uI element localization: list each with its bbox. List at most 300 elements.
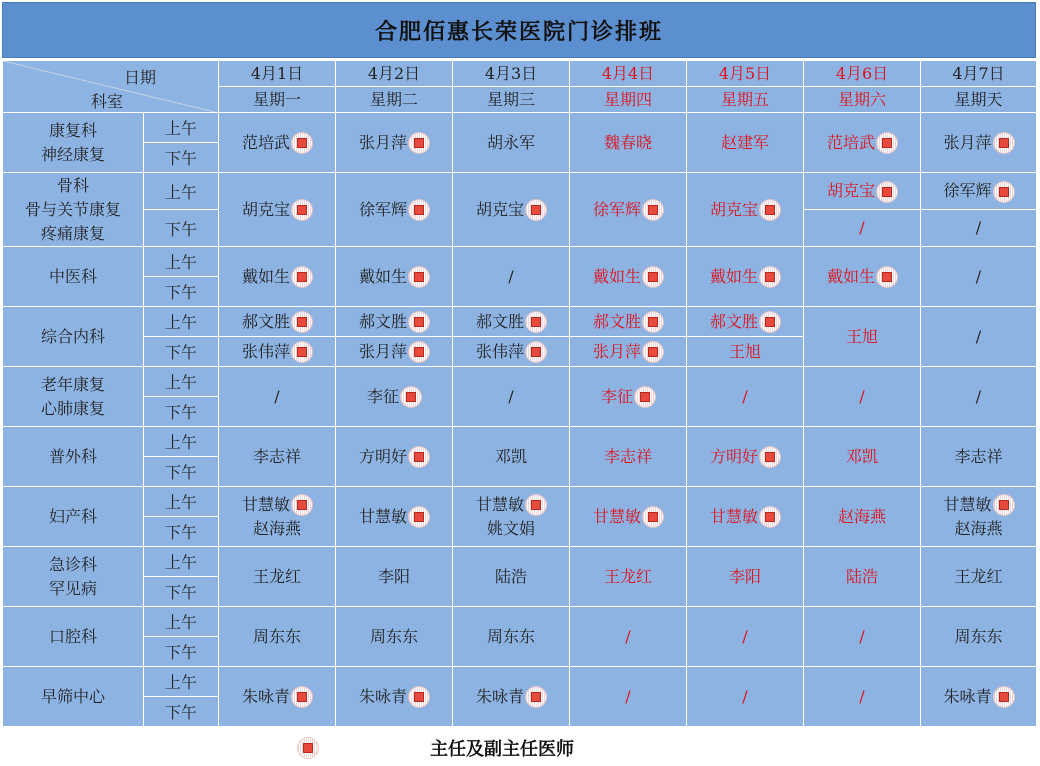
dept-row-am [3,427,1037,457]
schedule-cell [687,667,804,727]
schedule-cell [570,113,687,173]
senior-doctor-badge-icon [409,447,429,467]
dept-row-am [3,247,1037,277]
doctor-entry [219,685,335,709]
doctor-name: 王旭 [728,341,761,361]
doctor-entry [687,445,803,469]
doctor-entry [804,179,920,203]
doctor-entry [687,385,803,409]
doctor-name: 王旭 [845,326,878,346]
doctor-name: / [975,326,982,346]
doctor-name: 王龙红 [954,566,1003,586]
senior-doctor-badge-icon [994,133,1014,153]
schedule-cell [219,667,336,727]
doctor-name: 李阳 [377,566,410,586]
schedule-cell [804,487,921,547]
doctor-name: / [859,218,865,237]
doctor-name: 李征 [600,386,633,406]
doctor-entry [921,685,1036,709]
schedule-cell [804,427,921,487]
dept-row-am [3,667,1037,697]
senior-doctor-badge-icon [292,312,312,332]
doctor-entry [804,445,920,469]
schedule-cell-am [570,307,687,337]
half-day-am: 上午 [144,667,219,697]
department-name [3,487,144,547]
doctor-name: 姚文娟 [486,518,535,538]
senior-doctor-badge-icon [760,507,780,527]
dept-axis-label: 科室 [91,92,124,111]
doctor-name: 甘慧敏 [241,494,290,514]
weekday-header: 星期天 [921,87,1037,113]
doctor-entry [219,625,335,649]
doctor-name: 郝文胜 [241,311,290,331]
schedule-cell [921,487,1037,547]
senior-doctor-badge-icon [877,267,897,287]
senior-doctor-badge-icon [526,342,546,362]
doctor-entry [804,131,920,155]
schedule-cell [219,247,336,307]
doctor-name: 徐军辉 [943,181,992,200]
senior-doctor-badge-icon [409,507,429,527]
doctor-name: / [508,266,514,286]
senior-doctor-badge-icon [292,687,312,707]
doctor-name: 郝文胜 [475,311,524,331]
department-name [3,367,144,427]
doctor-name: 范培武 [826,132,875,152]
schedule-cell [687,427,804,487]
doctor-entry [921,265,1036,289]
doctor-entry [219,517,335,541]
department-name-line: 心肺康复 [40,398,105,418]
senior-doctor-badge-icon [877,133,897,153]
doctor-entry [219,445,335,469]
schedule-cell [804,547,921,607]
date-header: 4月3日 [453,61,570,87]
schedule-cell [453,667,570,727]
doctor-entry [453,517,569,541]
half-day-pm: 下午 [144,517,219,547]
doctor-name: / [859,626,865,646]
department-name-line: 急诊科 [48,554,97,574]
schedule-cell [336,547,453,607]
half-day-pm: 下午 [144,143,219,173]
doctor-entry [804,385,920,409]
date-header: 4月6日 [804,61,921,87]
half-day-am: 上午 [144,367,219,397]
doctor-entry [804,325,920,349]
half-day-am: 上午 [144,427,219,457]
half-day-pm: 下午 [144,457,219,487]
schedule-cell [687,247,804,307]
doctor-name: 戴如生 [709,266,758,286]
doctor-entry [570,685,686,709]
senior-doctor-badge-icon [760,267,780,287]
schedule-cell-pm [336,337,453,367]
doctor-name: / [742,386,748,406]
senior-doctor-badge-icon [760,447,780,467]
date-header: 4月4日 [570,61,687,87]
doctor-entry [804,216,920,240]
doctor-entry [219,265,335,289]
doctor-name: 赵建军 [720,132,769,152]
department-name [3,247,144,307]
doctor-entry [804,505,920,529]
department-name [3,173,144,247]
doctor-entry [687,625,803,649]
doctor-entry [921,565,1036,589]
department-name [3,427,144,487]
doctor-entry [687,198,803,222]
doctor-name: 周东东 [954,626,1003,646]
schedule-cell [804,247,921,307]
doctor-name: 李志祥 [954,446,1003,466]
page-title: 合肥佰惠长荣医院门诊排班 [2,2,1036,58]
senior-doctor-badge-icon [292,133,312,153]
doctor-entry [921,517,1036,541]
doctor-entry [336,625,452,649]
schedule-cell-am [804,173,921,210]
doctor-name: 甘慧敏 [592,506,641,526]
schedule-cell [570,427,687,487]
doctor-name: 李志祥 [252,446,301,466]
doctor-entry [921,131,1036,155]
doctor-entry [804,685,920,709]
weekday-header: 星期四 [570,87,687,113]
senior-doctor-badge-icon [298,738,318,758]
senior-doctor-badge-icon [526,495,546,515]
doctor-name: 张月萍 [358,132,407,152]
doctor-entry [336,310,452,334]
weekday-header: 星期三 [453,87,570,113]
date-header: 4月5日 [687,61,804,87]
schedule-table [2,60,1037,727]
department-name-line: 普外科 [48,446,97,466]
senior-doctor-badge-icon [409,133,429,153]
senior-doctor-badge-icon [409,312,429,332]
senior-doctor-badge-icon [292,267,312,287]
doctor-entry [921,216,1036,240]
schedule-cell [687,547,804,607]
doctor-name: 赵海燕 [954,518,1003,538]
schedule-cell [219,367,336,427]
doctor-name: 朱咏青 [943,686,992,706]
doctor-name: / [508,386,514,406]
doctor-name: 朱咏青 [358,686,407,706]
schedule-cell [219,113,336,173]
schedule-cell-pm [219,337,336,367]
half-day-am: 上午 [144,247,219,277]
half-day-pm: 下午 [144,697,219,727]
doctor-name: 魏春晓 [603,132,652,152]
senior-doctor-badge-icon [994,182,1014,202]
schedule-cell-pm [687,337,804,367]
schedule-cell [570,173,687,247]
schedule-cell-am [336,307,453,337]
doctor-entry [570,385,686,409]
schedule-cell [921,247,1037,307]
doctor-name: / [274,386,280,406]
doctor-name: 郝文胜 [709,311,758,331]
schedule-cell [804,367,921,427]
half-day-pm: 下午 [144,637,219,667]
schedule-cell [570,367,687,427]
doctor-name: 陆浩 [845,566,878,586]
senior-doctor-badge-icon [409,267,429,287]
schedule-cell-pm [453,337,570,367]
schedule-cell [219,607,336,667]
doctor-entry [570,198,686,222]
schedule-cell [219,427,336,487]
dept-row-am [3,307,1037,337]
doctor-name: 戴如生 [826,266,875,286]
schedule-cell [219,487,336,547]
senior-doctor-badge-icon [292,495,312,515]
schedule-cell-am [921,173,1037,210]
doctor-name: 赵海燕 [252,518,301,538]
schedule-cell [336,487,453,547]
doctor-entry [687,685,803,709]
doctor-name: 甘慧敏 [358,506,407,526]
half-day-am: 上午 [144,173,219,210]
doctor-entry [219,340,335,364]
dept-row-am [3,113,1037,143]
date-header: 4月2日 [336,61,453,87]
department-name-line: 康复科 [48,120,97,140]
doctor-entry [687,340,803,364]
half-day-pm: 下午 [144,277,219,307]
doctor-name: 张月萍 [358,341,407,361]
schedule-cell [336,607,453,667]
schedule-cell [921,307,1037,367]
half-day-pm: 下午 [144,210,219,247]
doctor-name: 甘慧敏 [709,506,758,526]
schedule-cell [453,547,570,607]
doctor-entry [219,198,335,222]
doctor-name: 胡克宝 [475,199,524,219]
half-day-am: 上午 [144,487,219,517]
doctor-entry [219,385,335,409]
doctor-entry [570,131,686,155]
doctor-entry [336,131,452,155]
schedule-cell-pm [921,210,1037,247]
doctor-entry [453,198,569,222]
senior-doctor-badge-icon [409,342,429,362]
doctor-name: 邓凯 [845,446,878,466]
doctor-name: 甘慧敏 [943,494,992,514]
doctor-name: 周东东 [252,626,301,646]
doctor-name: 李志祥 [603,446,652,466]
senior-doctor-badge-icon [526,200,546,220]
doctor-entry [219,131,335,155]
doctor-entry [453,685,569,709]
senior-doctor-badge-icon [526,687,546,707]
half-day-pm: 下午 [144,337,219,367]
schedule-cell [219,173,336,247]
doctor-entry [336,685,452,709]
schedule-cell [687,113,804,173]
schedule-cell [921,547,1037,607]
schedule-cell-pm [804,210,921,247]
senior-doctor-badge-icon [994,687,1014,707]
doctor-name: 张月萍 [943,132,992,152]
doctor-name: 胡克宝 [709,199,758,219]
doctor-name: 王龙红 [252,566,301,586]
doctor-name: 朱咏青 [475,686,524,706]
dept-row-am [3,547,1037,577]
schedule-cell-am [219,307,336,337]
doctor-entry [921,179,1036,203]
half-day-am: 上午 [144,307,219,337]
doctor-name: / [742,686,748,706]
schedule-cell [921,667,1037,727]
schedule-cell [804,607,921,667]
doctor-name: 甘慧敏 [475,494,524,514]
doctor-entry [570,565,686,589]
doctor-name: 王龙红 [603,566,652,586]
doctor-name: 徐军辉 [592,199,641,219]
half-day-pm: 下午 [144,577,219,607]
doctor-entry [921,385,1036,409]
senior-doctor-badge-icon [643,312,663,332]
schedule-cell [336,667,453,727]
doctor-entry [453,310,569,334]
doctor-entry [570,340,686,364]
doctor-entry [336,445,452,469]
senior-doctor-badge-icon [409,687,429,707]
department-name-line: 中医科 [48,266,97,286]
doctor-name: / [975,266,982,286]
weekday-header: 星期六 [804,87,921,113]
schedule-cell [336,247,453,307]
doctor-entry [453,445,569,469]
schedule-cell-pm [570,337,687,367]
doctor-entry [570,265,686,289]
department-name-line: 口腔科 [48,626,97,646]
doctor-name: 陆浩 [494,566,527,586]
half-day-am: 上午 [144,547,219,577]
doctor-name: 范培武 [241,132,290,152]
schedule-cell [570,547,687,607]
doctor-name: 邓凯 [494,446,527,466]
senior-doctor-badge-icon [526,312,546,332]
doctor-entry [687,310,803,334]
senior-doctor-badge-icon [401,387,421,407]
doctor-name: 胡永军 [486,132,535,152]
schedule-cell [453,113,570,173]
doctor-name: / [742,626,748,646]
doctor-name: / [975,386,982,406]
senior-doctor-badge-icon [760,312,780,332]
doctor-entry [921,493,1036,517]
half-day-am: 上午 [144,607,219,637]
doctor-entry [336,385,452,409]
schedule-cell [921,113,1037,173]
schedule-cell [453,173,570,247]
doctor-entry [687,265,803,289]
senior-doctor-badge-icon [877,182,897,202]
dept-row-am [3,367,1037,397]
schedule-cell [921,427,1037,487]
doctor-entry [336,198,452,222]
doctor-name: 方明好 [358,446,407,466]
doctor-entry [570,445,686,469]
schedule-cell [453,247,570,307]
schedule-cell-am [687,307,804,337]
schedule-cell [570,487,687,547]
doctor-entry [336,505,452,529]
doctor-name: 戴如生 [592,266,641,286]
senior-doctor-badge-icon [409,200,429,220]
schedule-cell [453,367,570,427]
department-name-line: 骨科 [56,175,89,195]
doctor-entry [219,310,335,334]
schedule-cell [336,113,453,173]
schedule-cell [219,547,336,607]
doctor-entry [219,493,335,517]
doctor-entry [921,625,1036,649]
doctor-name: 方明好 [709,446,758,466]
senior-doctor-badge-icon [994,495,1014,515]
doctor-name: / [859,686,865,706]
doctor-entry [570,310,686,334]
schedule-cell [921,367,1037,427]
senior-doctor-badge-icon [643,267,663,287]
weekday-header: 星期二 [336,87,453,113]
schedule-cell [453,487,570,547]
schedule-cell [336,367,453,427]
doctor-name: 胡克宝 [241,199,290,219]
senior-doctor-badge-icon [635,387,655,407]
doctor-entry [453,493,569,517]
legend-label: 主任及副主任医师 [430,739,574,760]
schedule-cell [687,367,804,427]
schedule-cell [570,247,687,307]
schedule-cell [804,667,921,727]
doctor-entry [453,385,569,409]
doctor-entry [453,625,569,649]
doctor-entry [687,505,803,529]
department-name [3,547,144,607]
department-name-line: 综合内科 [40,326,105,346]
doctor-name: 李征 [366,386,399,406]
doctor-entry [570,505,686,529]
senior-doctor-badge-icon [292,342,312,362]
schedule-cell [804,307,921,367]
schedule-cell [453,427,570,487]
doctor-entry [336,340,452,364]
doctor-name: 张伟萍 [241,341,290,361]
schedule-cell [921,607,1037,667]
doctor-entry [804,565,920,589]
doctor-name: / [625,686,631,706]
doctor-entry [921,445,1036,469]
doctor-entry [336,265,452,289]
schedule-cell [453,607,570,667]
schedule-cell [570,607,687,667]
schedule-cell [336,173,453,247]
department-name-line: 老年康复 [40,374,105,394]
doctor-name: 胡克宝 [826,181,875,200]
doctor-entry [453,340,569,364]
date-axis-label: 日期 [123,68,156,87]
doctor-entry [687,131,803,155]
date-header: 4月7日 [921,61,1037,87]
doctor-name: 戴如生 [358,266,407,286]
senior-doctor-badge-icon [643,200,663,220]
senior-doctor-badge-icon [643,507,663,527]
department-name-line: 疼痛康复 [40,223,105,243]
